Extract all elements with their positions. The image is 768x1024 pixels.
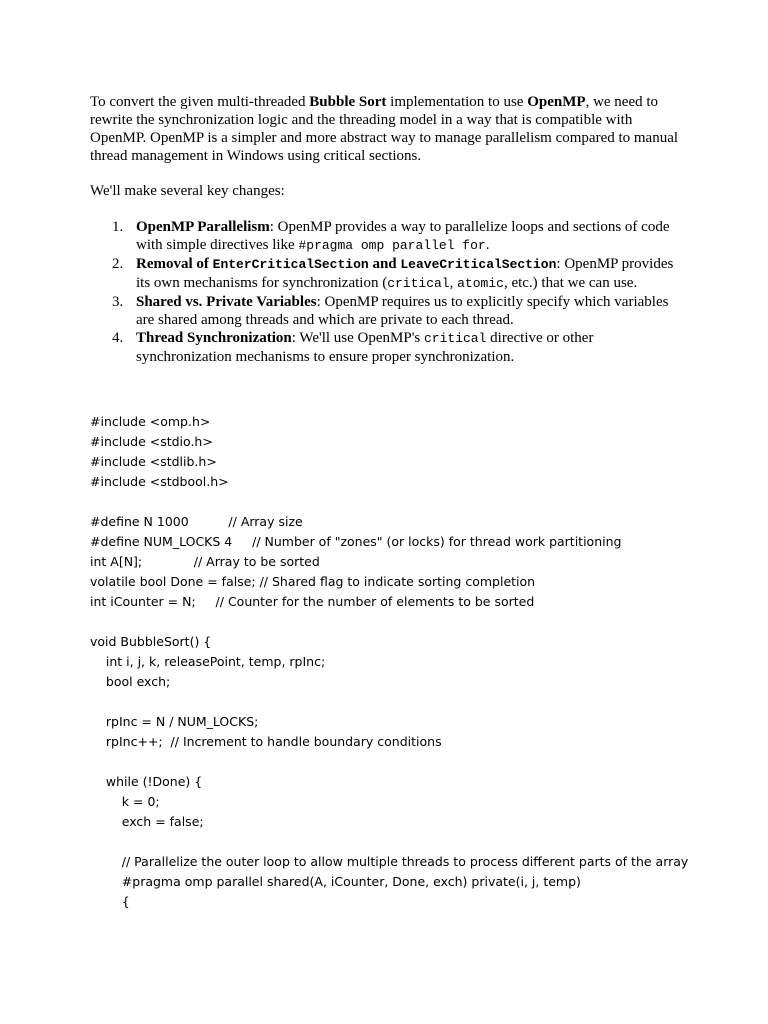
- list-item-text: ,: [449, 275, 458, 291]
- list-item-text: , etc.) that we can use.: [503, 275, 638, 291]
- code-line: #include <stdlib.h>: [90, 454, 217, 469]
- code-line: [90, 752, 730, 772]
- list-number: 4.: [112, 330, 124, 346]
- code-line: [90, 612, 730, 632]
- inline-code: LeaveCriticalSection: [400, 257, 557, 272]
- inline-code: EnterCriticalSection: [212, 257, 369, 272]
- code-line: // Parallelize the outer loop to allow multiple threads to process different parts of the array: [90, 854, 689, 869]
- code-line: void BubbleSort() {: [90, 634, 212, 649]
- list-number: 2.: [112, 256, 124, 272]
- code-line: rpInc++; // Increment to handle boundary conditions: [90, 734, 442, 749]
- code-line: #include <stdio.h>: [90, 434, 213, 449]
- code-line: #pragma omp parallel shared(A, iCounter, Done, exch) private(i, j, temp): [90, 874, 581, 889]
- list-item-text: : We'll use OpenMP's: [291, 330, 424, 346]
- code-line: volatile bool Done = false; // Shared flag to indicate sorting completion: [90, 574, 536, 589]
- list-item-title: Thread Synchronization: [136, 330, 292, 346]
- code-line: exch = false;: [90, 814, 204, 829]
- code-line: int i, j, k, releasePoint, temp, rpInc;: [90, 654, 326, 669]
- inline-code: critical: [387, 276, 450, 291]
- code-line: [90, 832, 730, 852]
- code-line: #include <omp.h>: [90, 414, 211, 429]
- list-item: [90, 293, 690, 329]
- code-line: int iCounter = N; // Counter for the number of elements to be sorted: [90, 594, 535, 609]
- code-line: k = 0;: [90, 794, 160, 809]
- intro-text: To convert the given multi-threaded: [90, 94, 310, 110]
- code-line: {: [90, 894, 130, 909]
- code-block: [90, 412, 730, 912]
- list-item: [90, 255, 690, 293]
- inline-code: atomic: [457, 276, 504, 291]
- code-line: rpInc = N / NUM_LOCKS;: [90, 714, 259, 729]
- list-item-title: [136, 256, 556, 272]
- list-item-title-part: and: [368, 256, 401, 272]
- list-item-title-part: Removal of: [136, 256, 213, 272]
- intro-bold-openmp: OpenMP: [527, 94, 586, 110]
- inline-code: #pragma omp parallel for: [298, 238, 486, 253]
- code-line: #include <stdbool.h>: [90, 474, 229, 489]
- intro-bold-bubble-sort: Bubble Sort: [309, 94, 387, 110]
- list-item-text: : OpenMP provides a way to parallelize loops and sections of code with simple directives like: [136, 219, 670, 253]
- code-line: #define NUM_LOCKS 4 // Number of "zones" (or locks) for thread work partitioning: [90, 534, 622, 549]
- list-item-title: OpenMP Parallelism: [136, 219, 270, 235]
- code-line: bool exch;: [90, 674, 171, 689]
- intro-text: , we need to rewrite the synchronization logic and the threading model in a way that is compatible with OpenMP. OpenMP is a simpler and more abstract way to manage parallelism compared to manual thread management in Windows using critical sections.: [90, 94, 679, 164]
- list-number: 1.: [112, 219, 124, 235]
- list-item-text: : OpenMP requires us to explicitly specify which variables are shared among threads and which are private to each thread.: [136, 294, 669, 328]
- changes-list: [90, 218, 690, 366]
- list-item: [90, 218, 690, 255]
- list-item-text: directive or other synchronization mechanisms to ensure proper synchronization.: [136, 330, 594, 365]
- code-line: #define N 1000 // Array size: [90, 514, 303, 529]
- list-item-text: .: [485, 237, 490, 253]
- list-number: 3.: [112, 294, 124, 310]
- intro-text: implementation to use: [386, 94, 528, 110]
- list-item: [90, 329, 690, 366]
- inline-code: critical: [424, 331, 487, 346]
- list-item-text: : OpenMP provides its own mechanisms for synchronization (: [136, 256, 674, 291]
- code-line: [90, 492, 730, 512]
- code-line: [90, 692, 730, 712]
- list-item-title: Shared vs. Private Variables: [136, 294, 317, 310]
- lead-sentence: We'll make several key changes:: [90, 183, 285, 199]
- code-line: int A[N]; // Array to be sorted: [90, 554, 320, 569]
- code-line: while (!Done) {: [90, 774, 203, 789]
- intro-paragraph: [90, 93, 690, 165]
